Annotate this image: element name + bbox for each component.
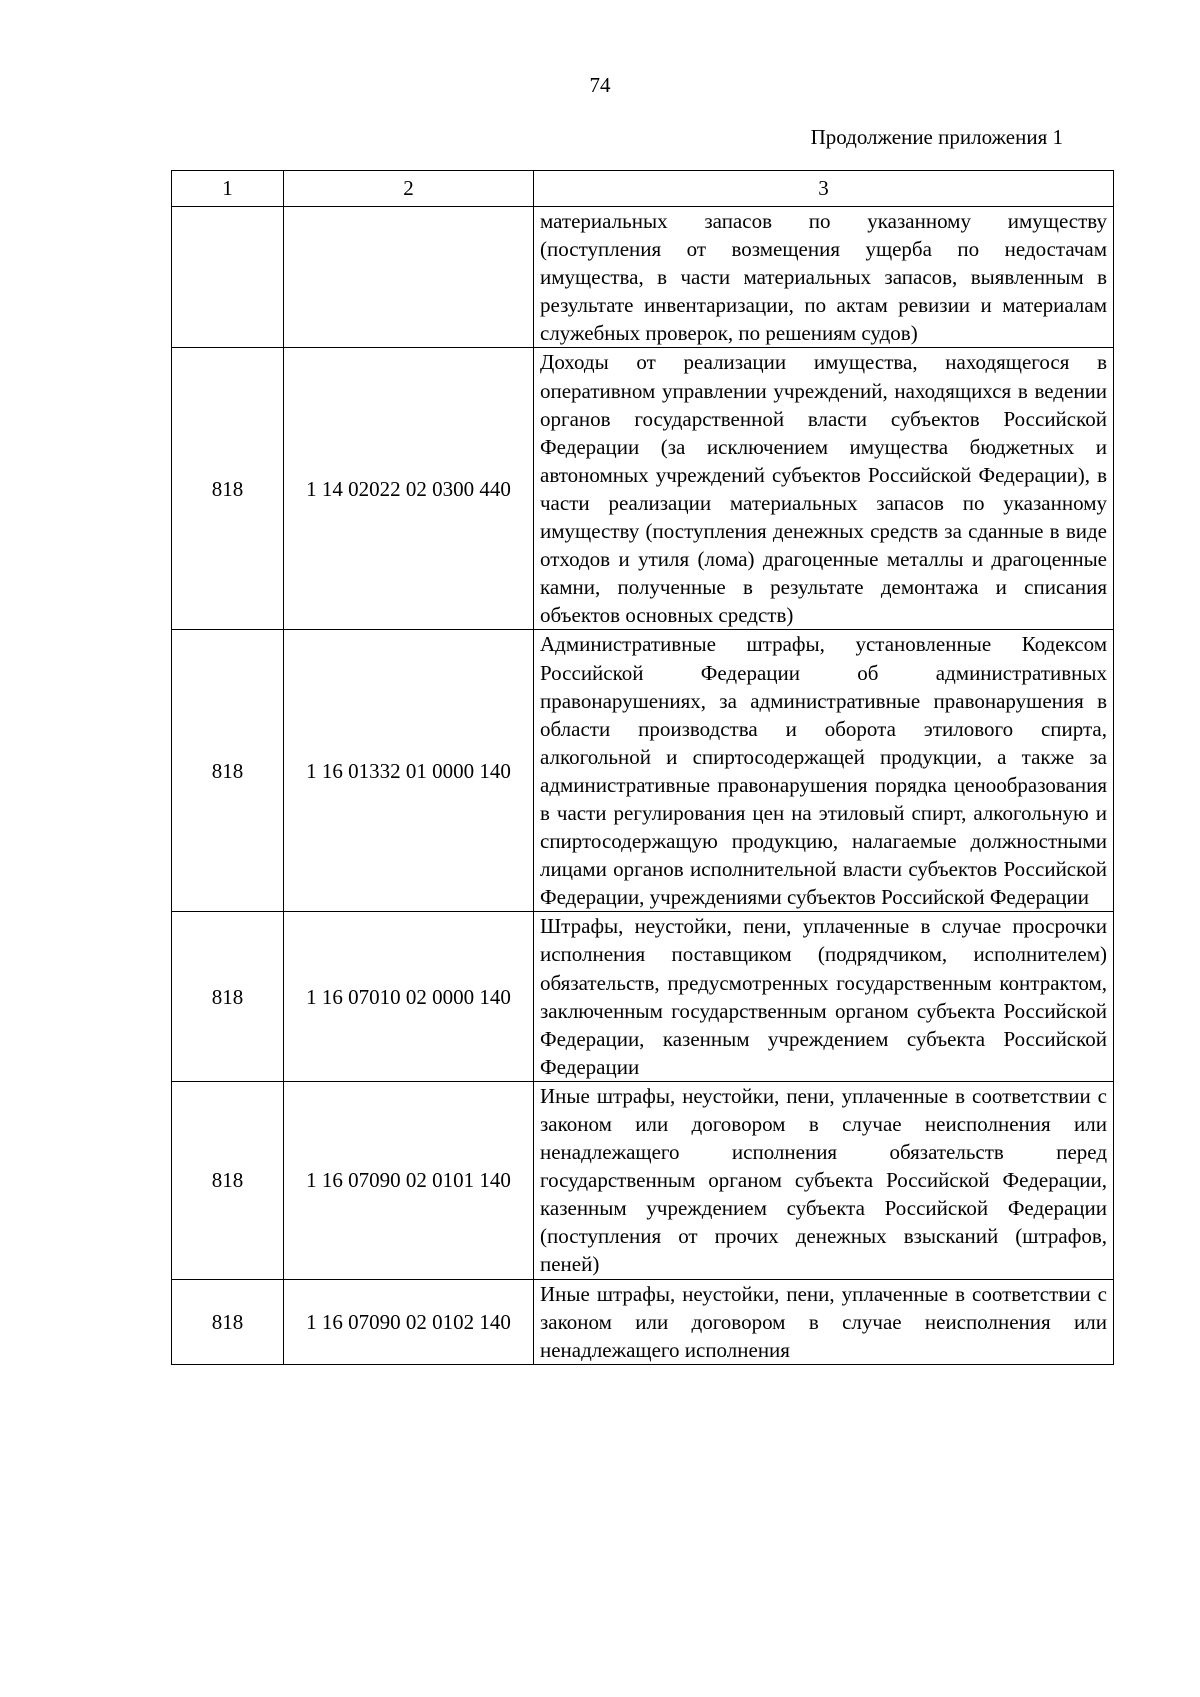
header-col-1: 1: [172, 171, 284, 207]
table-row: [172, 1279, 1114, 1364]
header-col-3: 3: [534, 171, 1114, 207]
kbk-code-cell: 1 16 07010 02 0000 140: [284, 912, 534, 1082]
admin-code-cell: 818: [172, 1081, 284, 1279]
table-row: [172, 1081, 1114, 1279]
admin-code-cell: 818: [172, 1279, 284, 1364]
revenue-codes-table: [171, 170, 1114, 1365]
description-cell: Иные штрафы, неустойки, пени, уплаченные в соответствии с законом или договором в случае неисполнения или ненадлежащего исполнения: [534, 1279, 1114, 1364]
admin-code-cell: 818: [172, 348, 284, 630]
table-row: [172, 207, 1114, 348]
description-cell: Иные штрафы, неустойки, пени, уплаченные в соответствии с законом или договором в случае неисполнения или ненадлежащего исполнения обязательств перед государственным органом субъекта Российской Федерации, казенным учреждением субъекта Российской Федерации (поступления от прочих денежных взысканий (штрафов, пеней): [534, 1081, 1114, 1279]
admin-code-cell: 818: [172, 912, 284, 1082]
kbk-code-cell: [284, 207, 534, 348]
admin-code-cell: 818: [172, 630, 284, 912]
description-cell: материальных запасов по указанному имуществу (поступления от возмещения ущерба по недостачам имущества, в части материальных запасов, выявленным в результате инвентаризации, по актам ревизии и материалам служебных проверок, по решениям судов): [534, 207, 1114, 348]
description-cell: Штрафы, неустойки, пени, уплаченные в случае просрочки исполнения поставщиком (подрядчиком, исполнителем) обязательств, предусмотренных государственным контрактом, заключенным государственным органом субъекта Российской Федерации, казенным учреждением субъекта Российской Федерации: [534, 912, 1114, 1082]
header-col-2: 2: [284, 171, 534, 207]
table-row: [172, 630, 1114, 912]
description-cell: Доходы от реализации имущества, находящегося в оперативном управлении учреждений, находящихся в ведении органов государственной власти субъектов Российской Федерации (за исключением имущества бюджетных и автономных учреждений субъектов Российской Федерации), в части реализации материальных запасов по указанному имуществу (поступления денежных средств за сданные в виде отходов и утиля (лома) драгоценные металлы и драгоценные камни, полученные в результате демонтажа и списания объектов основных средств): [534, 348, 1114, 630]
continuation-label: Продолжение приложения 1: [810, 125, 1063, 149]
description-cell: Административные штрафы, установленные Кодексом Российской Федерации об административных правонарушениях, за административные правонарушения в области производства и оборота этилового спирта, алкогольной и спиртосодержащей продукции, а также за административные правонарушения порядка ценообразования в части регулирования цен на этиловый спирт, алкогольную и спиртосодержащую продукцию, налагаемые должностными лицами органов исполнительной власти субъектов Российской Федерации, учреждениями субъектов Российской Федерации: [534, 630, 1114, 912]
table-header-row: [172, 171, 1114, 207]
admin-code-cell: [172, 207, 284, 348]
kbk-code-cell: 1 16 07090 02 0101 140: [284, 1081, 534, 1279]
table-row: [172, 348, 1114, 630]
page-number: 74: [589, 73, 611, 97]
table-row: [172, 912, 1114, 1082]
kbk-code-cell: 1 14 02022 02 0300 440: [284, 348, 534, 630]
kbk-code-cell: 1 16 01332 01 0000 140: [284, 630, 534, 912]
kbk-code-cell: 1 16 07090 02 0102 140: [284, 1279, 534, 1364]
